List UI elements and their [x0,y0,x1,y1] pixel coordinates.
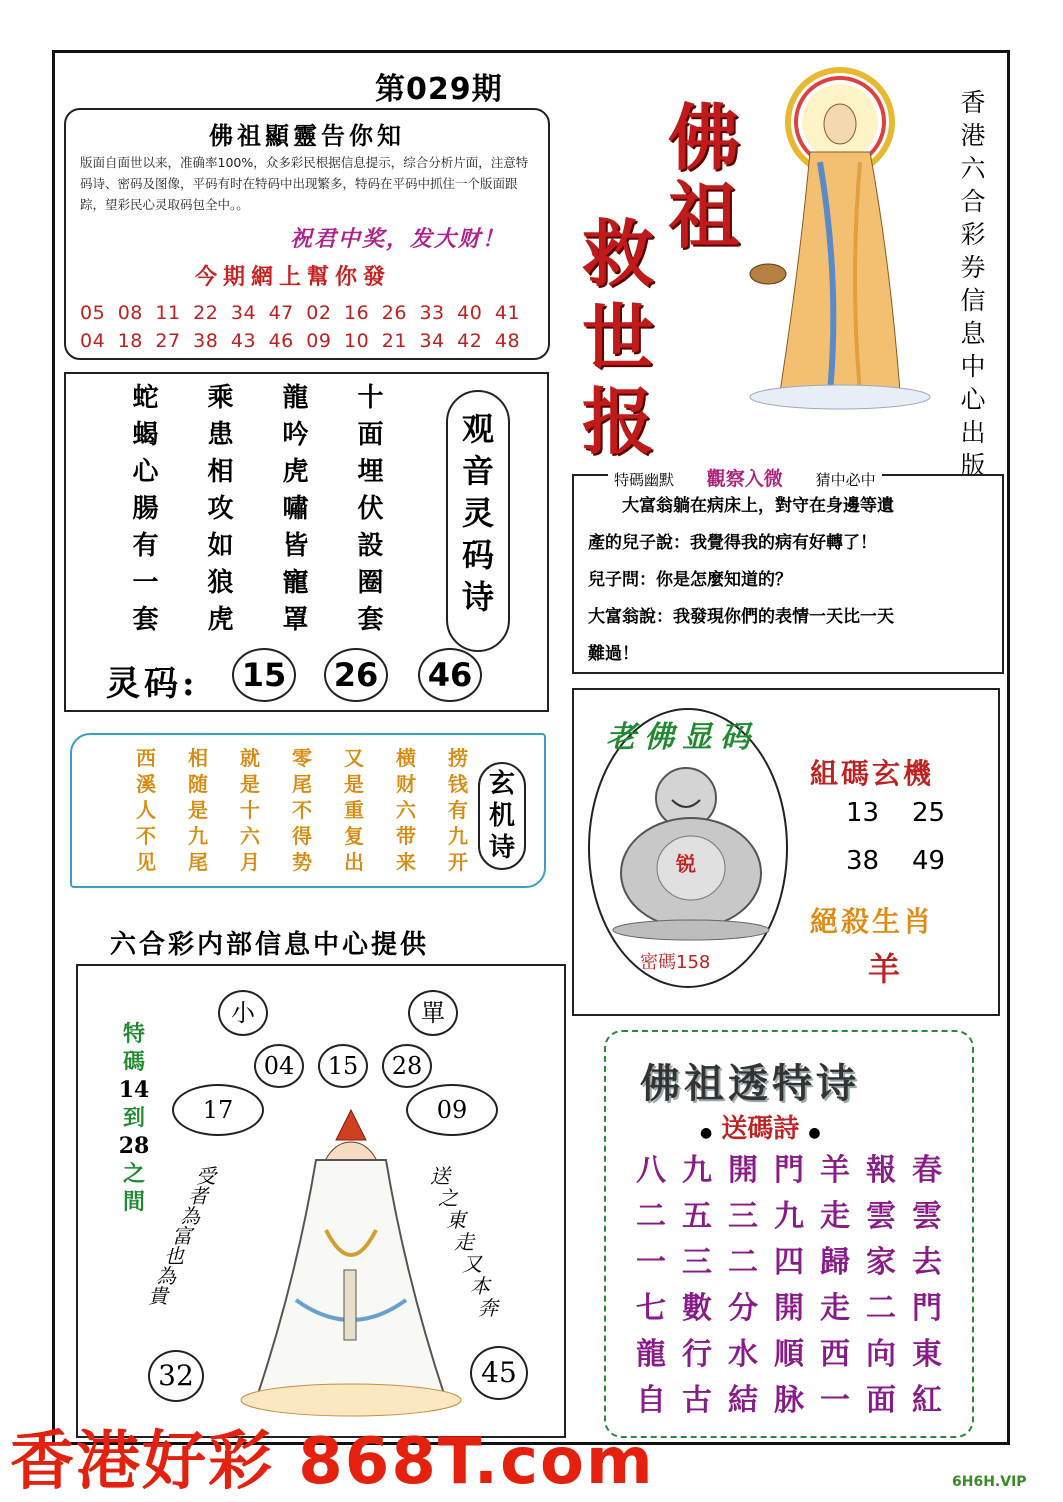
special-poem-char: 行 [682,1337,712,1372]
poem-char: 圈 [357,568,384,598]
special-poem-char: 開 [728,1153,758,1188]
joke-header-mid: 觀察入微 [706,468,783,490]
xuanji-char: 是 [344,772,364,796]
poem-char: 吟 [282,420,309,450]
special-poem-char: 二 [866,1291,896,1326]
title-char-5: 报 [582,379,655,464]
xuanji-char: 西 [136,746,156,770]
title-char-3: 救 [582,211,655,296]
poem-char: 套 [132,605,159,635]
combo-number-3: 38 [846,846,880,876]
small-label: 小 [218,990,268,1036]
xuanji-char: 开 [448,850,468,874]
left-verse-char: 為 [156,1264,176,1288]
bottom-left-number: 32 [148,1350,204,1402]
poem-char: 嘯 [282,494,309,524]
special-poem-char: 門 [774,1153,804,1188]
poem-char: 虎 [282,457,309,487]
poem-label-char: 码 [461,536,494,574]
guanyin-standing-illustration [740,62,940,412]
special-poem-char: 五 [682,1199,712,1234]
xuanji-char: 六 [240,824,260,848]
left-verse-char: 者 [188,1184,208,1208]
poem-char: 伏 [357,494,384,524]
xuanji-char: 不 [136,824,156,848]
poem-char: 如 [207,531,234,561]
tema-line: 28 [118,1133,150,1159]
numbers-row-2: 04 18 27 38 43 46 09 10 21 34 42 48 [80,330,521,352]
xuanji-char: 出 [344,850,364,874]
special-poem-char: 順 [774,1337,804,1372]
special-poem-char: 西 [820,1337,850,1372]
special-poem-char: 走 [820,1199,850,1234]
special-poem-char: 紅 [912,1383,942,1418]
xuanji-char: 势 [292,850,312,874]
right-oval-number: 09 [406,1084,498,1136]
joke-header [608,464,882,491]
left-oval-number: 17 [172,1084,264,1136]
poem-char: 皆 [282,531,309,561]
poem-char: 設 [357,531,384,561]
publisher-char: 香 [960,88,986,117]
xuanji-char: 重 [344,798,364,822]
lingma-number-2: 26 [324,648,388,702]
special-poem-grid [628,1148,950,1424]
joke-line: 產的兒子說：我覺得我的病有好轉了！ [588,533,877,553]
left-verse-char: 也 [164,1244,184,1268]
corner-watermark: 6H6H.VIP [952,1474,1027,1490]
wish-text: 祝君中奖，发大财！ [290,226,507,252]
lingma-number-1: 15 [232,648,296,702]
special-poem-char: 門 [912,1291,942,1326]
right-verse-char: 送 [430,1164,450,1188]
xuanji-char: 钱 [448,772,468,796]
bullet-right-icon: ● [808,1125,821,1141]
numbers-row-1: 05 08 11 22 34 47 02 16 26 33 40 41 [80,302,521,324]
special-poem-char: 雲 [866,1199,896,1234]
poem-char: 心 [132,457,159,487]
joke-text [588,488,1000,673]
left-verse-char: 貴 [148,1284,168,1308]
special-poem-char: 一 [820,1383,850,1418]
special-poem-char: 三 [728,1199,758,1234]
xuanji-char: 人 [136,798,156,822]
notice-title: 佛祖顯靈告你知 [209,121,405,150]
joke-line: 難過！ [588,644,639,664]
xuanji-char: 九 [188,824,208,848]
xuanji-char: 捞 [448,746,468,770]
xuanji-char: 带 [396,824,416,848]
special-poem-char: 九 [774,1199,804,1234]
xuanji-char: 溪 [136,772,156,796]
xuanji-char: 尾 [188,850,208,874]
top-number-2: 15 [318,1044,368,1088]
guanyin-poem-grid [108,382,408,637]
buddha-secret-code: 密碼158 [640,952,711,973]
xuanji-char: 是 [188,798,208,822]
poem-char: 套 [357,605,384,635]
publisher-char: 六 [960,154,986,183]
lingma-label: 灵码: [106,664,199,704]
bottom-right-number: 45 [470,1346,528,1400]
tema-line: 碼 [122,1049,145,1075]
kill-title: 絕殺生肖 [810,905,935,938]
poem-char: 蝎 [132,420,159,450]
special-poem-char: 歸 [820,1245,850,1280]
publisher-char: 信 [960,286,986,315]
special-poem-char: 水 [728,1337,758,1372]
tema-line: 到 [122,1105,145,1131]
odd-label: 單 [408,990,458,1036]
poem-char: 患 [207,420,234,450]
special-poem-char: 九 [682,1153,712,1188]
poem-char: 罩 [282,605,309,635]
buddha-arc-title: 老佛显码 [606,720,758,755]
poem-char: 相 [207,457,234,487]
poem-char: 虎 [207,605,234,635]
xuanji-char: 六 [396,798,416,822]
special-poem-char: 七 [636,1291,666,1326]
special-poem-char: 三 [682,1245,712,1280]
xuanji-char: 十 [240,798,260,822]
xuanji-char: 不 [292,798,312,822]
special-poem-char: 龍 [636,1337,666,1372]
xuanji-char: 随 [188,772,208,796]
title-char-2: 祖 [668,173,741,258]
special-poem-char: 二 [728,1245,758,1280]
help-text: 今期網上幫你發 [195,264,392,290]
left-verse-char: 富 [172,1224,192,1248]
special-poem-char: 面 [866,1383,896,1418]
special-poem-char: 數 [682,1291,712,1326]
right-verse-char: 之 [438,1186,458,1210]
right-verse-char: 奔 [478,1296,498,1320]
xuanji-char: 复 [344,824,364,848]
xuanji-char: 相 [188,746,208,770]
poem-char: 面 [357,420,384,450]
xuanji-char: 财 [396,772,416,796]
right-verse-char: 又 [462,1252,482,1276]
bullet-left-icon: ● [700,1125,713,1141]
special-poem-char: 雲 [912,1199,942,1234]
xuanji-label-char: 玄 [488,769,515,799]
poem-char: 蛇 [132,383,159,413]
right-verse-char: 東 [446,1208,466,1232]
tema-line: 14 [118,1077,150,1103]
special-poem-char: 古 [682,1383,712,1418]
guanyin-seated-illustration [236,1100,466,1420]
notice-body: 版面自面世以来，准确率100%，众多彩民根据信息提示，综合分析片面，注意特码诗、密码及图像，平码有时在特码中出现繁多，特码在平码中抓住一个版面跟踪，望彩民心灵取码包全中。。 [80,155,529,212]
poem-char: 龍 [282,383,309,413]
xuanji-char: 来 [396,850,416,874]
xuanji-char: 九 [448,824,468,848]
top-number-1: 04 [254,1044,304,1088]
left-verse-char: 受 [196,1164,216,1188]
special-poem-char: 走 [820,1291,850,1326]
xuanji-char: 又 [344,746,364,770]
poem-char: 一 [132,568,159,598]
right-verse-char: 走 [454,1230,474,1254]
joke-line: 大富翁說：我發現你們的表情一天比一天 [588,607,894,627]
left-verse-char: 為 [180,1204,200,1228]
special-poem-char: 報 [866,1153,896,1188]
right-verse-char: 本 [470,1274,490,1298]
joke-line: 兒子問：你是怎麼知道的？ [588,570,792,590]
special-poem-char: 家 [866,1245,896,1280]
xuanji-char: 零 [292,746,312,770]
publisher-char: 券 [960,253,986,282]
combo-number-4: 49 [912,846,946,876]
joke-line: 大富翁躺在病床上，對守在身邊等遺 [588,496,894,516]
top-number-3: 28 [382,1044,432,1088]
provider-heading: 六合彩内部信息中心提供 [110,930,430,960]
title-char-4: 世 [582,295,655,380]
xuanji-char: 尾 [292,772,312,796]
special-poem-char: 結 [728,1383,758,1418]
tema-line: 之 [122,1161,145,1187]
special-poem-title: 佛祖透特诗 [640,1060,860,1107]
poem-char: 攻 [207,494,234,524]
xuanji-poem-grid [120,745,484,875]
special-poem-char: 一 [636,1245,666,1280]
joke-header-right: 猜中必中 [815,471,876,489]
combo-number-2: 25 [912,798,946,828]
combo-number-1: 13 [846,798,880,828]
poem-label-char: 诗 [461,578,494,616]
publisher-char: 息 [960,319,986,348]
xuanji-char: 就 [240,746,260,770]
special-poem-char: 向 [866,1337,896,1372]
xuanji-label-char: 诗 [488,833,515,863]
special-poem-char: 八 [636,1153,666,1188]
special-poem-char: 脉 [774,1383,804,1418]
site-watermark: 香港好彩 868T.com [10,1425,655,1499]
special-poem-char: 開 [774,1291,804,1326]
poem-char: 有 [132,531,159,561]
issue-number: 第029期 [375,72,503,107]
poem-char: 腸 [132,494,159,524]
special-poem-char: 四 [774,1245,804,1280]
xuanji-char: 得 [292,824,312,848]
poem-char: 十 [357,383,384,413]
poem-char: 乘 [207,383,234,413]
lingma-number-3: 46 [418,648,482,702]
tema-line: 間 [122,1189,145,1215]
publisher-char: 出 [960,418,986,447]
left-verse [126,1160,216,1310]
special-poem-char: 自 [636,1383,666,1418]
poem-char: 埋 [357,457,384,487]
poem-char: 狼 [207,568,234,598]
combo-title: 組碼玄機 [810,757,935,790]
xuanji-char: 见 [136,850,156,874]
publisher-char: 版 [960,451,986,480]
publisher-char: 中 [960,352,986,381]
special-poem-char: 分 [728,1291,758,1326]
xuanji-char: 有 [448,798,468,822]
publisher-char: 彩 [960,220,986,249]
buddha-seal: 锐 [676,852,696,876]
special-poem-char: 春 [912,1153,942,1188]
poem-label-char: 灵 [461,494,494,532]
special-poem-subtitle: 送碼詩 [721,1114,800,1144]
guanyin-poem-label [446,408,510,618]
publisher-char: 合 [960,187,986,216]
special-poem-char: 去 [912,1245,942,1280]
title-char-1: 佛 [668,95,741,180]
joke-header-left: 特碼幽默 [614,471,675,489]
xuanji-char: 是 [240,772,260,796]
poem-char: 寵 [282,568,309,598]
poem-label-char: 音 [461,452,494,490]
kill-zodiac: 羊 [868,950,901,988]
publisher-vertical [958,86,988,482]
xuanji-label [478,768,526,864]
tema-line: 特 [122,1021,145,1047]
poem-label-char: 观 [461,410,494,448]
special-poem-char: 羊 [820,1153,850,1188]
xuanji-label-char: 机 [488,801,515,831]
special-poem-subtitle-wrap [700,1108,821,1145]
publisher-char: 港 [960,121,986,150]
xuanji-char: 横 [396,746,416,770]
special-poem-char: 二 [636,1199,666,1234]
special-poem-char: 東 [912,1337,942,1372]
xuanji-char: 月 [240,850,260,874]
publisher-char: 心 [960,385,986,414]
